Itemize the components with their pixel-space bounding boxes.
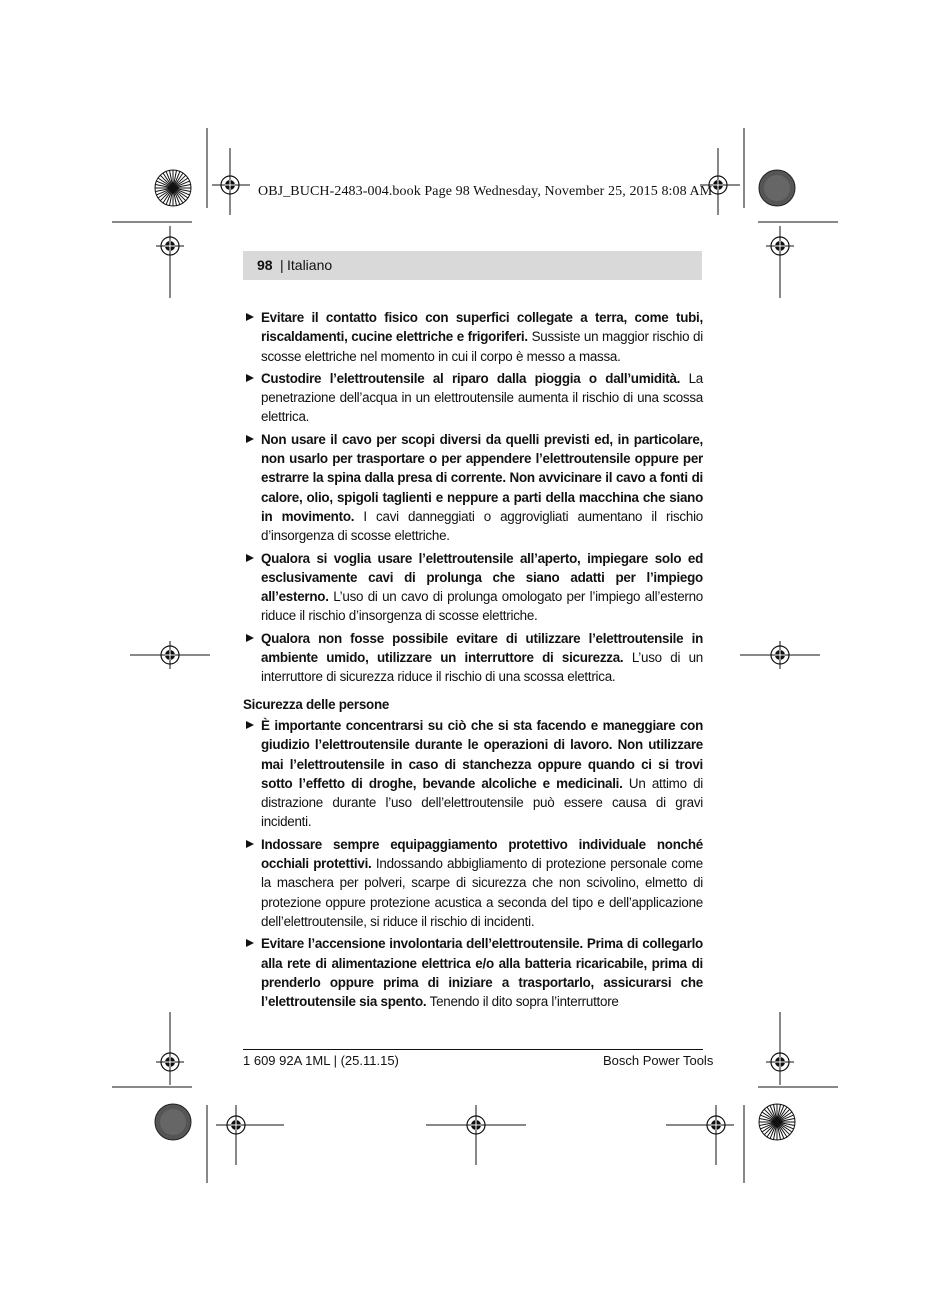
safety-item-bold: Non usare il cavo per scopi diversi da quelli previsti ed, in particolare, non usarlo per trasportare o per appendere l’elettroutensile oppure per estrarre la spina dalla presa di corrente. Non avvicinare il cavo a fonti di calore, olio, spigoli taglienti e neppure a parti della macchina che siano in movimento. [261,431,703,524]
safety-item-text: Tenendo il dito sopra l’interruttore [426,994,619,1010]
safety-item-text: Sussiste un maggior rischio di scosse elettriche nel momento in cui il corpo è messo a massa. [261,329,703,364]
page-number: 98 [257,257,273,273]
safety-item [243,430,703,546]
page-language: Italiano [287,257,333,273]
safety-item-bold: Evitare il contatto fisico con superfici collegate a terra, come tubi, riscaldamenti, cucine elettriche e frigoriferi. [261,310,703,345]
safety-item [243,308,703,366]
safety-item-text: Indossando abbigliamento di protezione personale come la maschera per polveri, scarpe di sicurezza che non scivolino, elmetto di protezione oppure protezione acustica a seconda del tipo e dell’applicazione dell’elettroutensile, si riduce il rischio di incidenti. [261,856,703,929]
safety-item-bold: Qualora si voglia usare l’elettroutensile all’aperto, impiegare solo ed esclusivamente cavi di prolunga che siano adatti per l’impiego all’esterno. [261,550,703,605]
footer-rule [243,1049,703,1050]
safety-item [243,369,703,427]
safety-item [243,934,703,1011]
safety-item-bold: È importante concentrarsi su ciò che si sta facendo e maneggiare con giudizio l’elettroutensile durante le operazioni di lavoro. Non utilizzare mai l’elettroutensile in caso di stanchezza oppure quando ci si trovi sotto l’effetto di droghe, bevande alcoliche e medicinali. [261,717,703,791]
footer-doc-number: 1 609 92A 1ML | (25.11.15) [243,1053,399,1068]
safety-item [243,549,703,626]
print-header: OBJ_BUCH-2483-004.book Page 98 Wednesday, November 25, 2015 8:08 AM [258,184,713,199]
safety-item [243,716,703,832]
header-separator: | [280,257,284,273]
section-title: Sicurezza delle persone [243,696,390,712]
safety-item-text: L’uso di un interruttore di sicurezza riduce il rischio di una scossa elettrica. [261,650,703,685]
safety-item-text: I cavi danneggiati o aggrovigliati aumentano il rischio d’insorgenza di scosse elettriche. [261,508,703,544]
safety-item-text: La penetrazione dell’acqua in un elettroutensile aumenta il rischio di una scossa elettrica. [261,370,703,425]
safety-item-bold: Evitare l’accensione involontaria dell’elettroutensile. Prima di collegarlo alla rete di alimentazione elettrica e/o alla batteria ricaricabile, prima di prenderlo oppure prima di iniziare a trasportarlo, assicurarsi che l’elettroutensile sia spento. [261,936,703,1010]
safety-item-bold: Indossare sempre equipaggiamento protettivo individuale nonché occhiali protettivi. [261,836,703,872]
safety-item [243,835,703,931]
safety-item-bold: Custodire l’elettroutensile al riparo dalla pioggia o dall’umidità. [261,370,681,386]
safety-item-text: L’uso di un cavo di prolunga omologato per l’impiego all’esterno riduce il rischio d’insorgenza di scosse elettriche. [261,589,703,624]
main-content [243,308,703,1014]
page-header-bar [243,251,702,280]
safety-item [243,629,703,687]
footer-brand: Bosch Power Tools [603,1053,714,1068]
safety-item-text: Un attimo di distrazione durante l’uso dell’elettroutensile può essere causa di gravi incidenti. [261,775,703,830]
safety-item-bold: Qualora non fosse possibile evitare di utilizzare l’elettroutensile in ambiente umido, utilizzare un interruttore di sicurezza. [261,630,703,666]
